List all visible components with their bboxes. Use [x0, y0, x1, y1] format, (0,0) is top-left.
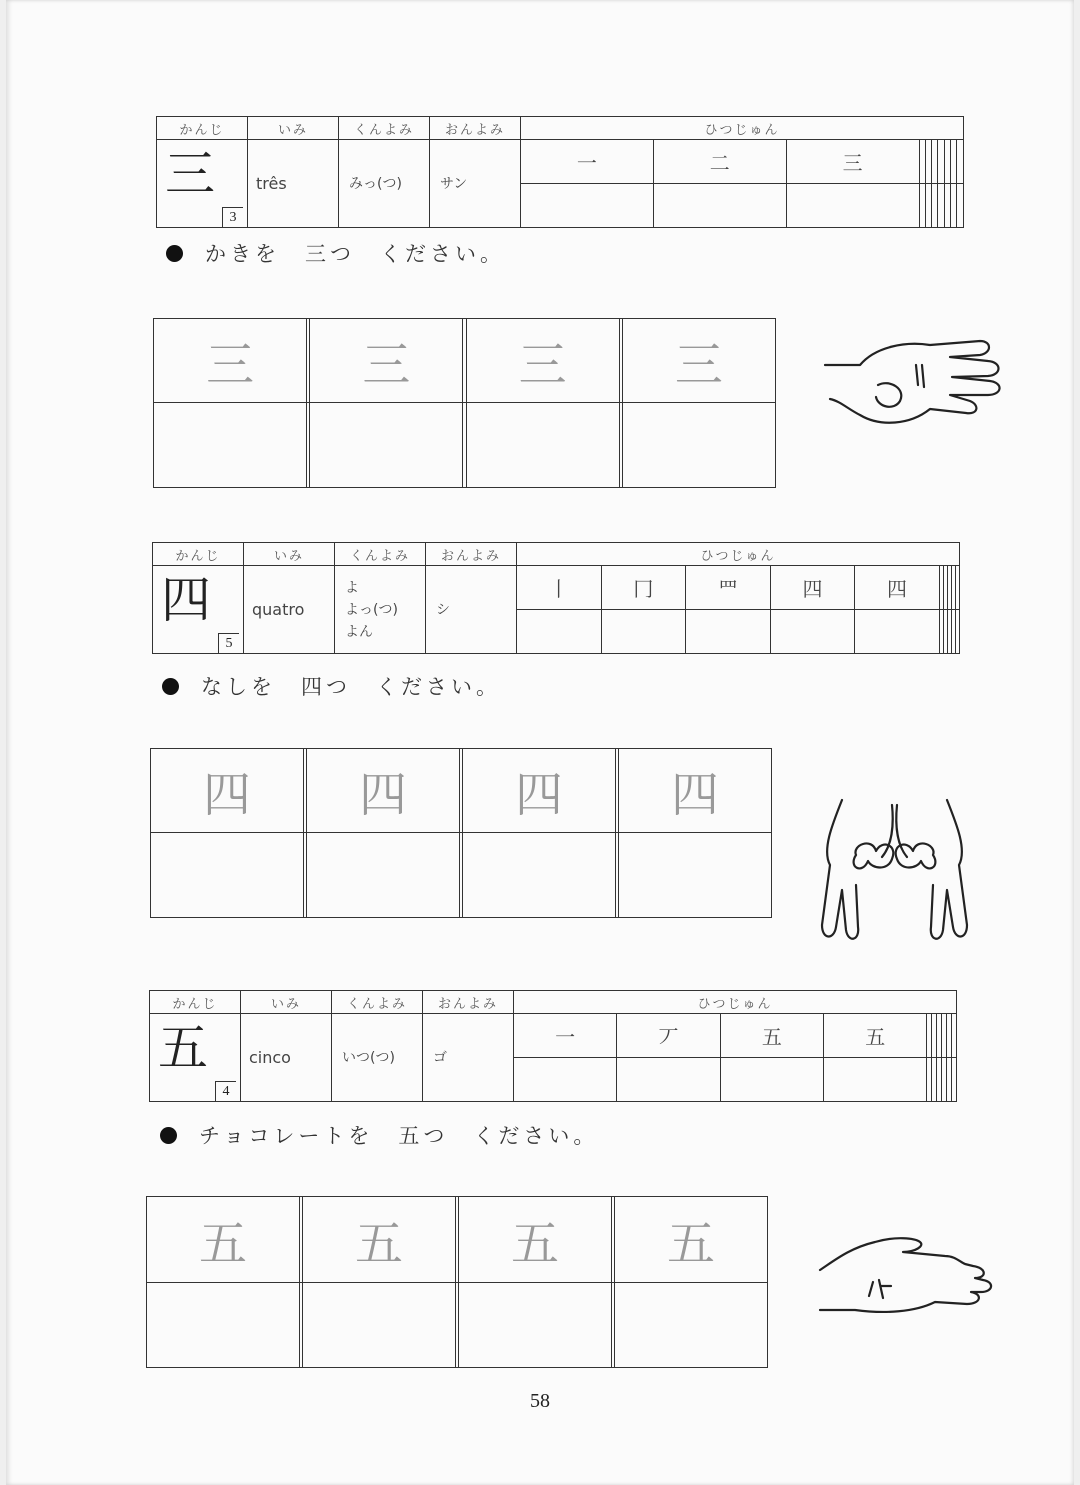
meaning: cinco — [241, 1014, 332, 1102]
practice-cell[interactable] — [463, 833, 616, 918]
practice-guide-char: 四 — [151, 749, 304, 833]
stroke-cell — [957, 184, 964, 228]
practice-guide-char: 五 — [459, 1197, 612, 1283]
example-sentence-3 — [160, 1120, 598, 1150]
practice-guide-char: 三 — [310, 319, 463, 403]
practice-cell[interactable] — [615, 1283, 768, 1368]
header-onyomi: おんよみ — [423, 991, 514, 1014]
practice-grid-1 — [153, 318, 776, 488]
practice-guide-char: 四 — [463, 749, 616, 833]
practice-cell[interactable] — [303, 1283, 456, 1368]
kunyomi-reading — [335, 566, 426, 654]
kanji-cell — [153, 566, 244, 654]
four-fingers-hands-icon — [812, 795, 977, 945]
stroke-cell — [653, 184, 786, 228]
stroke-count: 4 — [215, 1081, 236, 1101]
practice-cell[interactable] — [622, 403, 775, 488]
kanji-cell — [150, 1014, 241, 1102]
practice-cell[interactable] — [310, 403, 463, 488]
header-hitsujun: ひつじゅん — [514, 991, 957, 1014]
onyomi-reading: シ — [426, 566, 517, 654]
stroke-step: 四 — [855, 566, 940, 610]
practice-cell[interactable] — [307, 833, 460, 918]
onyomi-reading: ゴ — [423, 1014, 514, 1102]
header-kunyomi: くんよみ — [335, 543, 426, 566]
stroke-cell — [824, 1058, 927, 1102]
sentence-text: なしを 四つ ください。 — [201, 675, 501, 699]
practice-cell[interactable] — [466, 403, 619, 488]
stroke-cell — [521, 184, 654, 228]
stroke-cell — [686, 610, 771, 654]
stroke-cell — [952, 1014, 957, 1058]
header-imi: いみ — [244, 543, 335, 566]
practice-grid-3 — [146, 1196, 768, 1368]
stroke-step: 五 — [824, 1014, 927, 1058]
practice-guide-char: 三 — [154, 319, 307, 403]
practice-guide-char: 五 — [303, 1197, 456, 1283]
stroke-count: 3 — [222, 207, 243, 227]
stroke-step: 四 — [770, 566, 855, 610]
stroke-step: 罒 — [686, 566, 771, 610]
bullet-icon — [160, 1127, 177, 1144]
example-sentence-1 — [166, 238, 505, 268]
stroke-cell — [601, 610, 686, 654]
header-kanji: かんじ — [157, 117, 248, 140]
kanji-character: 五 — [158, 1019, 208, 1077]
kunyomi-line: よっ(つ) — [345, 601, 398, 618]
practice-cell[interactable] — [619, 833, 772, 918]
kanji-info-table-2 — [152, 542, 960, 654]
kunyomi-line: よ — [345, 579, 359, 596]
stroke-step: 丨 — [517, 566, 602, 610]
stroke-step: 丆 — [617, 1014, 720, 1058]
header-kanji: かんじ — [153, 543, 244, 566]
stroke-step: 一 — [514, 1014, 617, 1058]
stroke-cell — [955, 566, 959, 610]
stroke-cell — [517, 610, 602, 654]
kanji-character: 四 — [161, 571, 211, 629]
stroke-cell — [720, 1058, 823, 1102]
practice-guide-char: 五 — [615, 1197, 768, 1283]
header-kunyomi: くんよみ — [332, 991, 423, 1014]
stroke-step: 三 — [786, 140, 919, 184]
practice-cell[interactable] — [147, 1283, 300, 1368]
practice-guide-char: 三 — [466, 319, 619, 403]
meaning: quatro — [244, 566, 335, 654]
practice-cell[interactable] — [154, 403, 307, 488]
open-hand-icon — [815, 1230, 995, 1320]
practice-grid-2 — [150, 748, 772, 918]
kunyomi-line: よん — [345, 623, 373, 640]
kunyomi-reading: いつ(つ) — [332, 1014, 423, 1102]
stroke-cell — [855, 610, 940, 654]
practice-cell[interactable] — [151, 833, 304, 918]
stroke-cell — [786, 184, 919, 228]
stroke-cell — [770, 610, 855, 654]
kanji-character: 三 — [165, 145, 215, 203]
stroke-step: 一 — [521, 140, 654, 184]
stroke-step: 冂 — [601, 566, 686, 610]
stroke-cell — [617, 1058, 720, 1102]
bullet-icon — [166, 245, 183, 262]
stroke-cell — [955, 610, 959, 654]
header-kunyomi: くんよみ — [339, 117, 430, 140]
kanji-info-table-1 — [156, 116, 964, 228]
stroke-step: 二 — [653, 140, 786, 184]
onyomi-reading: サン — [430, 140, 521, 228]
stroke-cell — [952, 1058, 957, 1102]
kanji-cell — [157, 140, 248, 228]
three-fingers-hand-icon — [820, 335, 1010, 430]
kanji-info-table-3 — [149, 990, 957, 1102]
stroke-cell — [957, 140, 964, 184]
practice-cell[interactable] — [459, 1283, 612, 1368]
stroke-cell — [514, 1058, 617, 1102]
header-kanji: かんじ — [150, 991, 241, 1014]
practice-guide-char: 四 — [307, 749, 460, 833]
stroke-step: 五 — [720, 1014, 823, 1058]
header-onyomi: おんよみ — [426, 543, 517, 566]
bullet-icon — [162, 678, 179, 695]
page-number: 58 — [530, 1390, 550, 1412]
kunyomi-reading: みっ(つ) — [339, 140, 430, 228]
practice-guide-char: 四 — [619, 749, 772, 833]
practice-guide-char: 三 — [622, 319, 775, 403]
header-hitsujun: ひつじゅん — [517, 543, 960, 566]
header-imi: いみ — [248, 117, 339, 140]
header-onyomi: おんよみ — [430, 117, 521, 140]
sentence-text: かきを 三つ ください。 — [205, 242, 505, 266]
example-sentence-2 — [162, 671, 501, 701]
header-hitsujun: ひつじゅん — [521, 117, 964, 140]
practice-guide-char: 五 — [147, 1197, 300, 1283]
header-imi: いみ — [241, 991, 332, 1014]
meaning: três — [248, 140, 339, 228]
sentence-text: チョコレートを 五つ ください。 — [199, 1124, 599, 1148]
stroke-count: 5 — [218, 633, 239, 653]
